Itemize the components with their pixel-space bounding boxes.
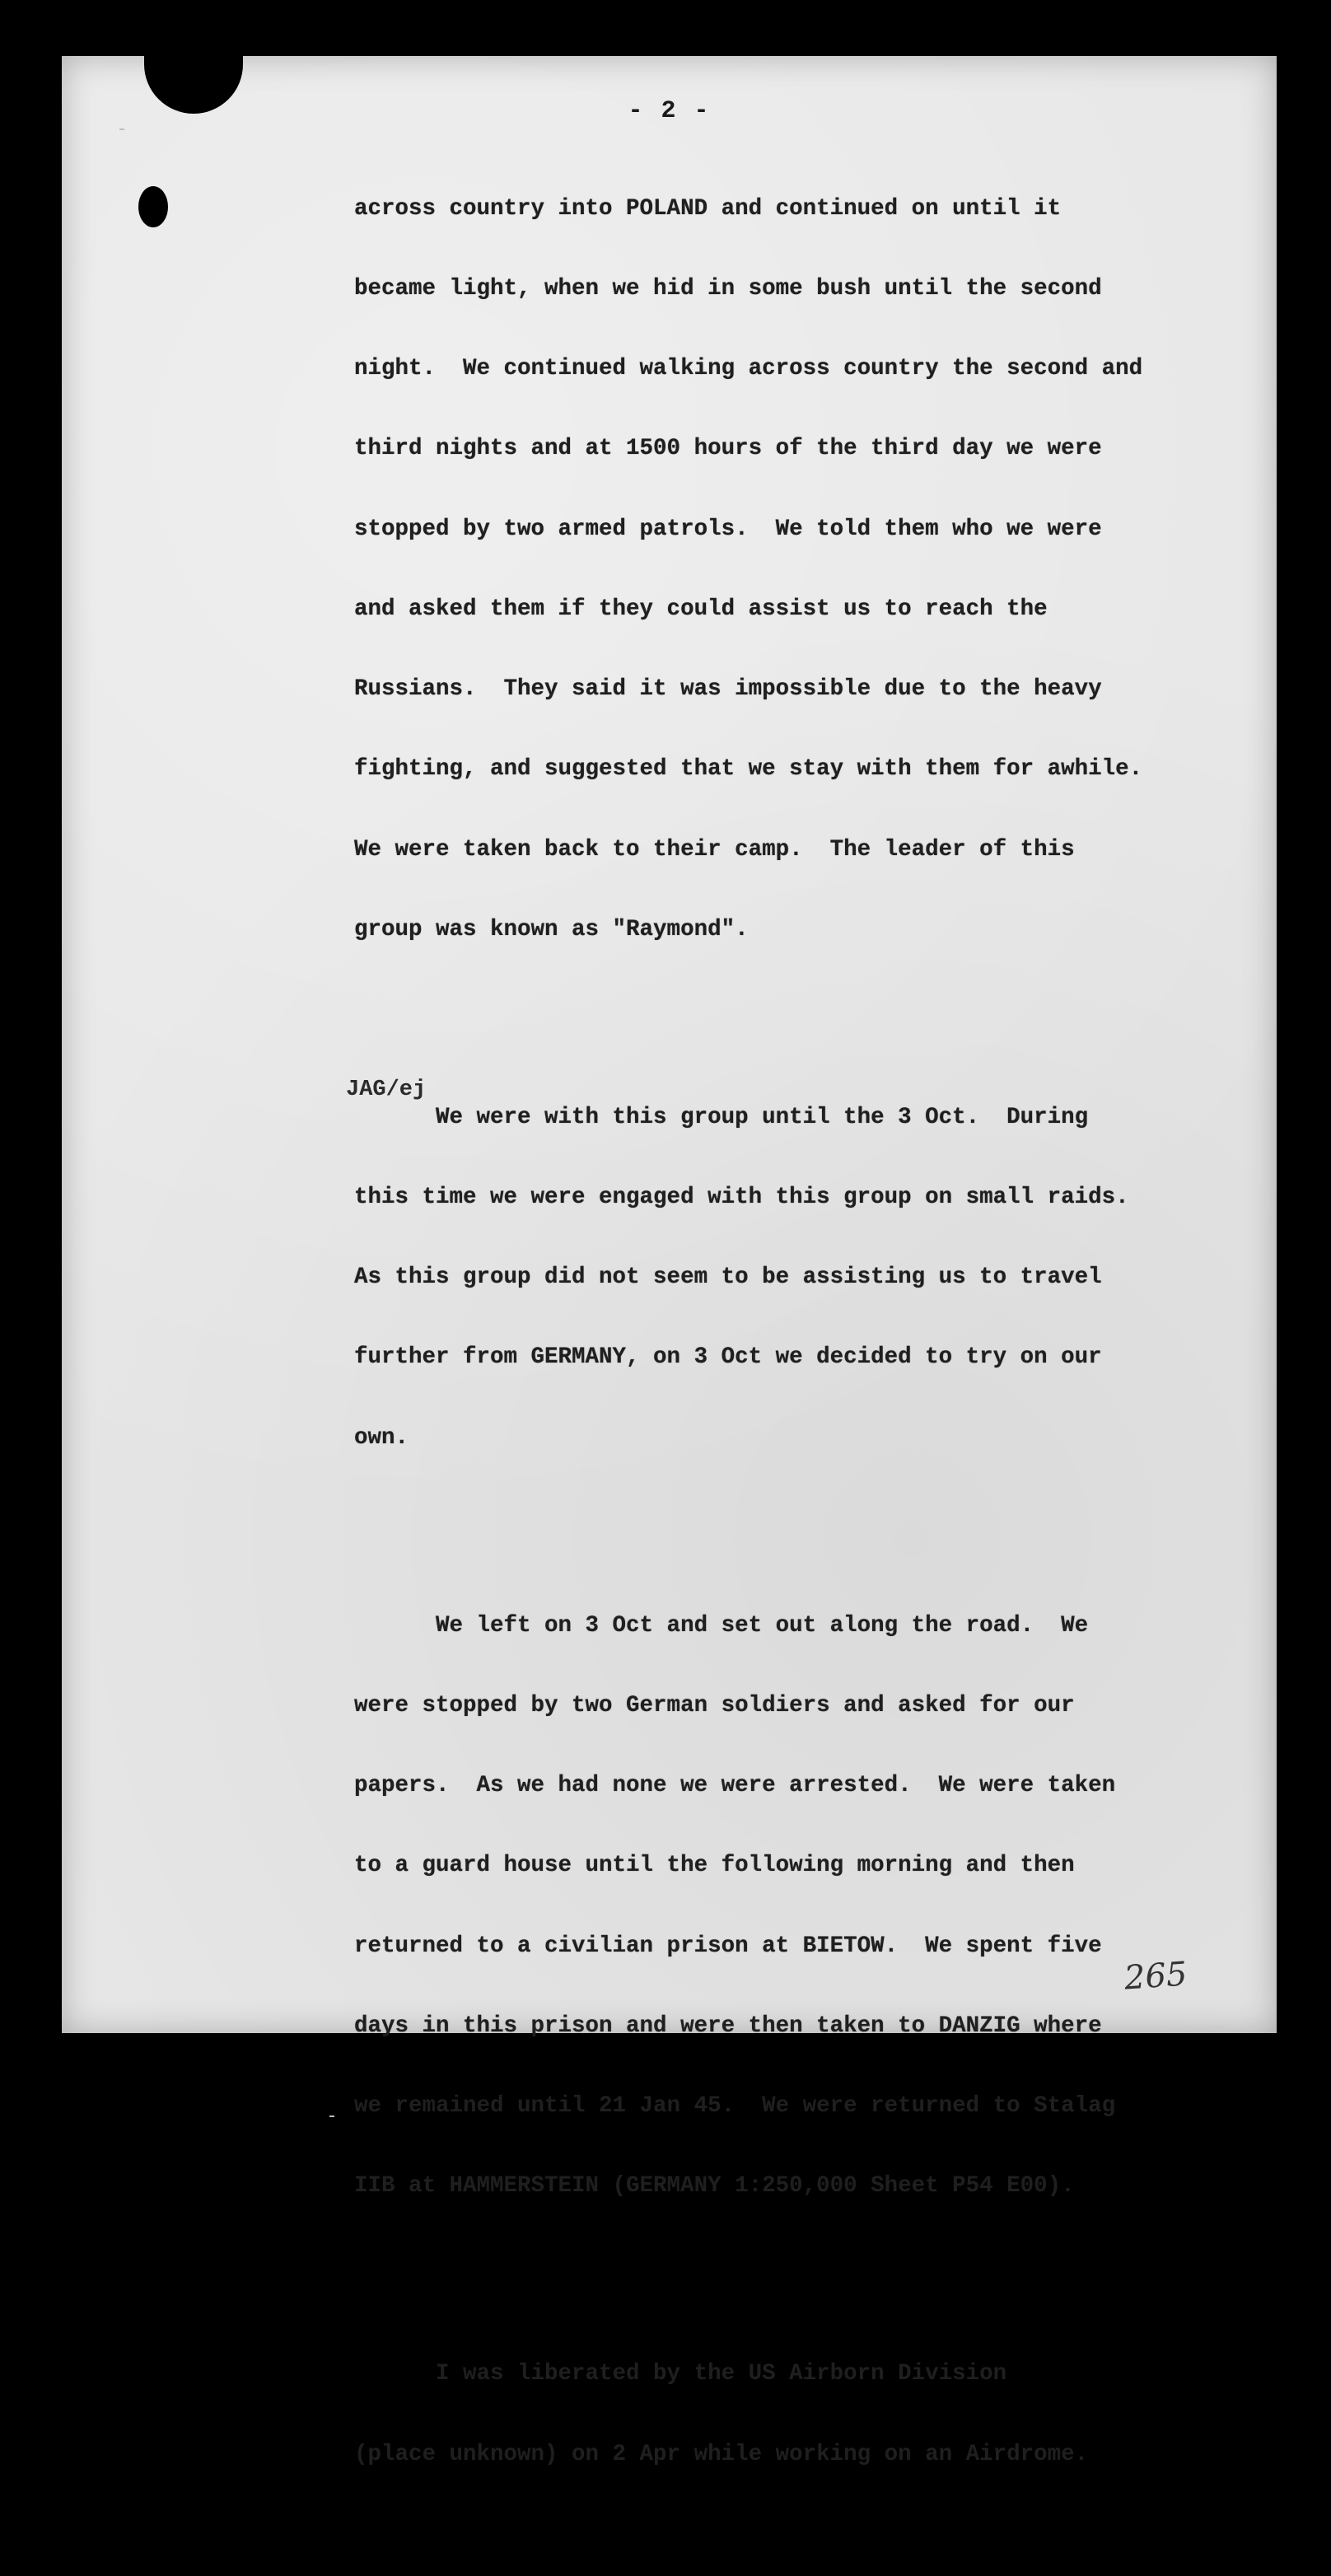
text-line: We were with this group until the 3 Oct. During <box>354 1104 1089 1130</box>
text-line: We were taken back to their camp. The leader of this <box>354 836 1075 863</box>
text-line: further from GERMANY, on 3 Oct we decided to try on our <box>354 1344 1102 1371</box>
text-line: became light, when we hid in some bush until the second <box>354 276 1102 302</box>
text-line: and asked them if they could assist us to reach the <box>354 596 1048 622</box>
letter-body <box>354 143 1248 2576</box>
reference-initials: JAG/ej <box>346 1078 427 1102</box>
text-line: (place unknown) on 2 Apr while working on an Airdrome. <box>354 2441 1089 2467</box>
punch-hole-middle <box>138 186 168 227</box>
text-line: were stopped by two German soldiers and asked for our <box>354 1692 1075 1718</box>
paragraph-1 <box>354 143 1248 997</box>
text-line: returned to a civilian prison at BIETOW. We spent five <box>354 1933 1102 1959</box>
text-line: stopped by two armed patrols. We told them who we were <box>354 516 1102 542</box>
text-line: night. We continued walking across country the second and <box>354 356 1143 382</box>
paragraph-2 <box>354 1051 1248 1505</box>
text-line: We left on 3 Oct and set out along the road. We <box>354 1612 1089 1639</box>
paragraph-4 <box>354 2307 1248 2521</box>
text-line: As this group did not seem to be assisting us to travel <box>354 1265 1102 1291</box>
text-line: group was known as "Raymond". <box>354 916 749 942</box>
page-number: - 2 - <box>628 97 711 125</box>
text-line: across country into POLAND and continued on until it <box>354 195 1062 222</box>
text-line: days in this prison and were then taken to DANZIG where <box>354 2013 1102 2039</box>
text-line: third nights and at 1500 hours of the third day we were <box>354 436 1102 462</box>
text-line: I was liberated by the US Airborn Division <box>354 2361 1007 2387</box>
text-line: we remained until 21 Jan 45. We were returned to Stalag <box>354 2093 1116 2120</box>
text-line: own. <box>354 1424 409 1451</box>
document-page <box>62 56 1277 2467</box>
paragraph-3 <box>354 1559 1248 2254</box>
text-line: to a guard house until the following morning and then <box>354 1853 1075 1879</box>
text-line: Russians. They said it was impossible due to the heavy <box>354 676 1102 703</box>
text-line: IIB at HAMMERSTEIN (GERMANY 1:250,000 Sheet P54 E00). <box>354 2173 1075 2200</box>
text-line: fighting, and suggested that we stay with them for awhile. <box>354 756 1143 783</box>
text-line: papers. As we had none we were arrested. We were taken <box>354 1773 1116 1799</box>
text-line: this time we were engaged with this group on small raids. <box>354 1185 1129 1211</box>
handwritten-page-number: 265 <box>1123 1955 1189 1998</box>
